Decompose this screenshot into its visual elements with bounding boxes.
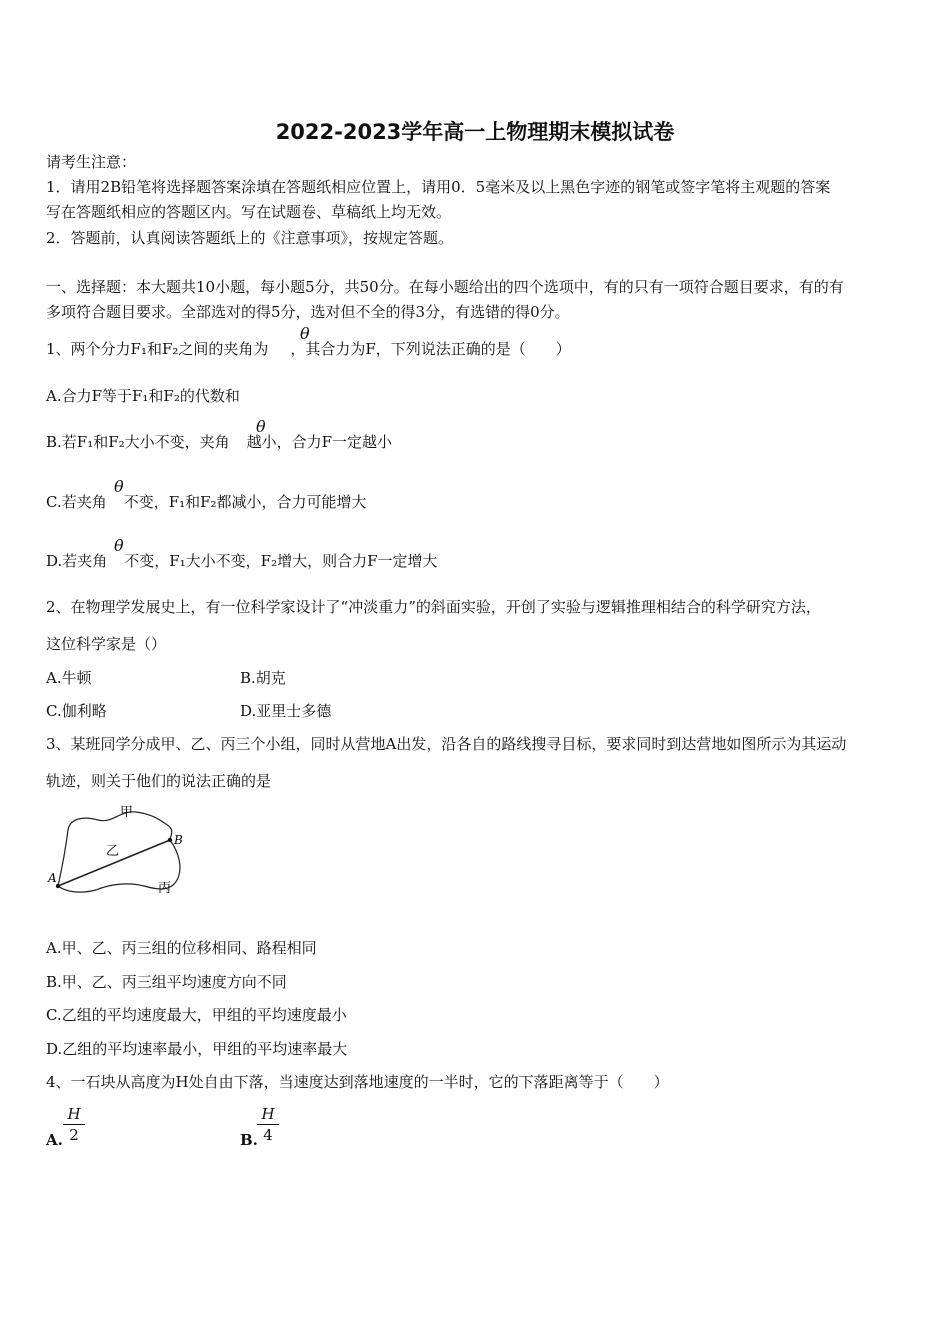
question-3-option-c: C.乙组的平均速度最大，甲组的平均速度最小 <box>46 1006 347 1024</box>
option-text: 不变，F₁和F₂都减小，合力可能增大 <box>123 493 367 511</box>
question-1-option-d <box>46 551 438 571</box>
fraction-numerator: H <box>63 1105 85 1125</box>
question-2-option-b: B.胡克 <box>240 669 286 687</box>
theta-symbol: θ <box>114 477 124 496</box>
question-2-stem: 这位科学家是（） <box>46 635 167 653</box>
notice-line: 2．答题前，认真阅读答题纸上的《注意事项》，按规定答题。 <box>46 229 454 247</box>
question-4-option-b-label: B. <box>240 1131 258 1149</box>
question-3-stem: 轨迹，则关于他们的说法正确的是 <box>46 772 272 790</box>
option-text: B.若F₁和F₂大小不变，夹角 <box>46 433 230 451</box>
question-3-stem: 3、某班同学分成甲、乙、丙三个小组，同时从营地A出发，沿各自的路线搜寻目标，要求同时到达营地如图所示为其运动 <box>46 735 847 753</box>
question-2-stem: 2、在物理学发展史上，有一位科学家设计了“冲淡重力”的斜面实验，开创了实验与逻辑推理相结合的科学研究方法， <box>46 598 821 616</box>
option-text: D.若夹角 <box>46 552 108 570</box>
section-instruction: 一、选择题：本大题共10小题，每小题5分，共50分。在每小题给出的四个选项中，有的只有一项符合题目要求，有的有 <box>46 278 844 296</box>
fraction-h-over-4 <box>257 1105 279 1144</box>
page-title: 2022-2023学年高一上物理期末模拟试卷 <box>275 120 675 144</box>
question-4-stem: 4、一石块从高度为H处自由下落，当速度达到落地速度的一半时，它的下落距离等于（ ） <box>46 1073 669 1091</box>
theta-symbol: θ <box>256 417 266 436</box>
label-a: A <box>48 871 57 885</box>
point-b <box>168 838 172 842</box>
question-1-stem-part: 1、两个分力F₁和F₂之间的夹角为 <box>46 340 269 358</box>
question-3-option-a: A.甲、乙、丙三组的位移相同、路程相同 <box>46 939 317 957</box>
question-2-option-d: D.亚里士多德 <box>240 702 332 720</box>
notice-line: 1．请用2B铅笔将选择题答案涂填在答题纸相应位置上，请用0．5毫米及以上黑色字迹的钢笔或签字笔将主观题的答案 <box>46 178 831 196</box>
notice-line: 写在答题纸相应的答题区内。写在试题卷、草稿纸上均无效。 <box>46 203 452 221</box>
question-2-option-c: C.伽利略 <box>46 702 107 720</box>
question-1-stem-part: ，其合力为F，下列说法正确的是（ ） <box>290 340 571 358</box>
fraction-denominator: 2 <box>69 1126 79 1144</box>
notice-heading: 请考生注意： <box>46 153 137 171</box>
question-4-option-a-label: A. <box>46 1131 63 1149</box>
question-1-option-a: A.合力F等于F₁和F₂的代数和 <box>46 387 240 405</box>
label-jia: 甲 <box>120 805 134 820</box>
question-1-option-c <box>46 492 367 512</box>
option-text: C.若夹角 <box>46 493 107 511</box>
theta-symbol: θ <box>114 536 124 555</box>
option-text: 越小，合力F一定越小 <box>246 433 393 451</box>
fraction-numerator: H <box>257 1105 279 1125</box>
question-1-option-b <box>46 432 392 452</box>
label-b: B <box>174 833 183 847</box>
question-3-option-b: B.甲、乙、丙三组平均速度方向不同 <box>46 973 287 991</box>
question-2-option-a: A.牛顿 <box>46 669 92 687</box>
fraction-denominator: 4 <box>263 1126 273 1144</box>
theta-symbol: θ <box>300 324 310 343</box>
section-instruction: 多项符合题目要求。全部选对的得5分，选对但不全的得3分，有选错的得0分。 <box>46 303 570 321</box>
option-text: 不变，F₁大小不变，F₂增大，则合力F一定增大 <box>124 552 438 570</box>
fraction-h-over-2 <box>63 1105 85 1144</box>
question-3-option-d: D.乙组的平均速率最小，甲组的平均速率最大 <box>46 1040 348 1058</box>
label-yi: 乙 <box>106 844 120 859</box>
trajectory-figure <box>40 798 200 902</box>
label-bing: 丙 <box>158 881 172 896</box>
